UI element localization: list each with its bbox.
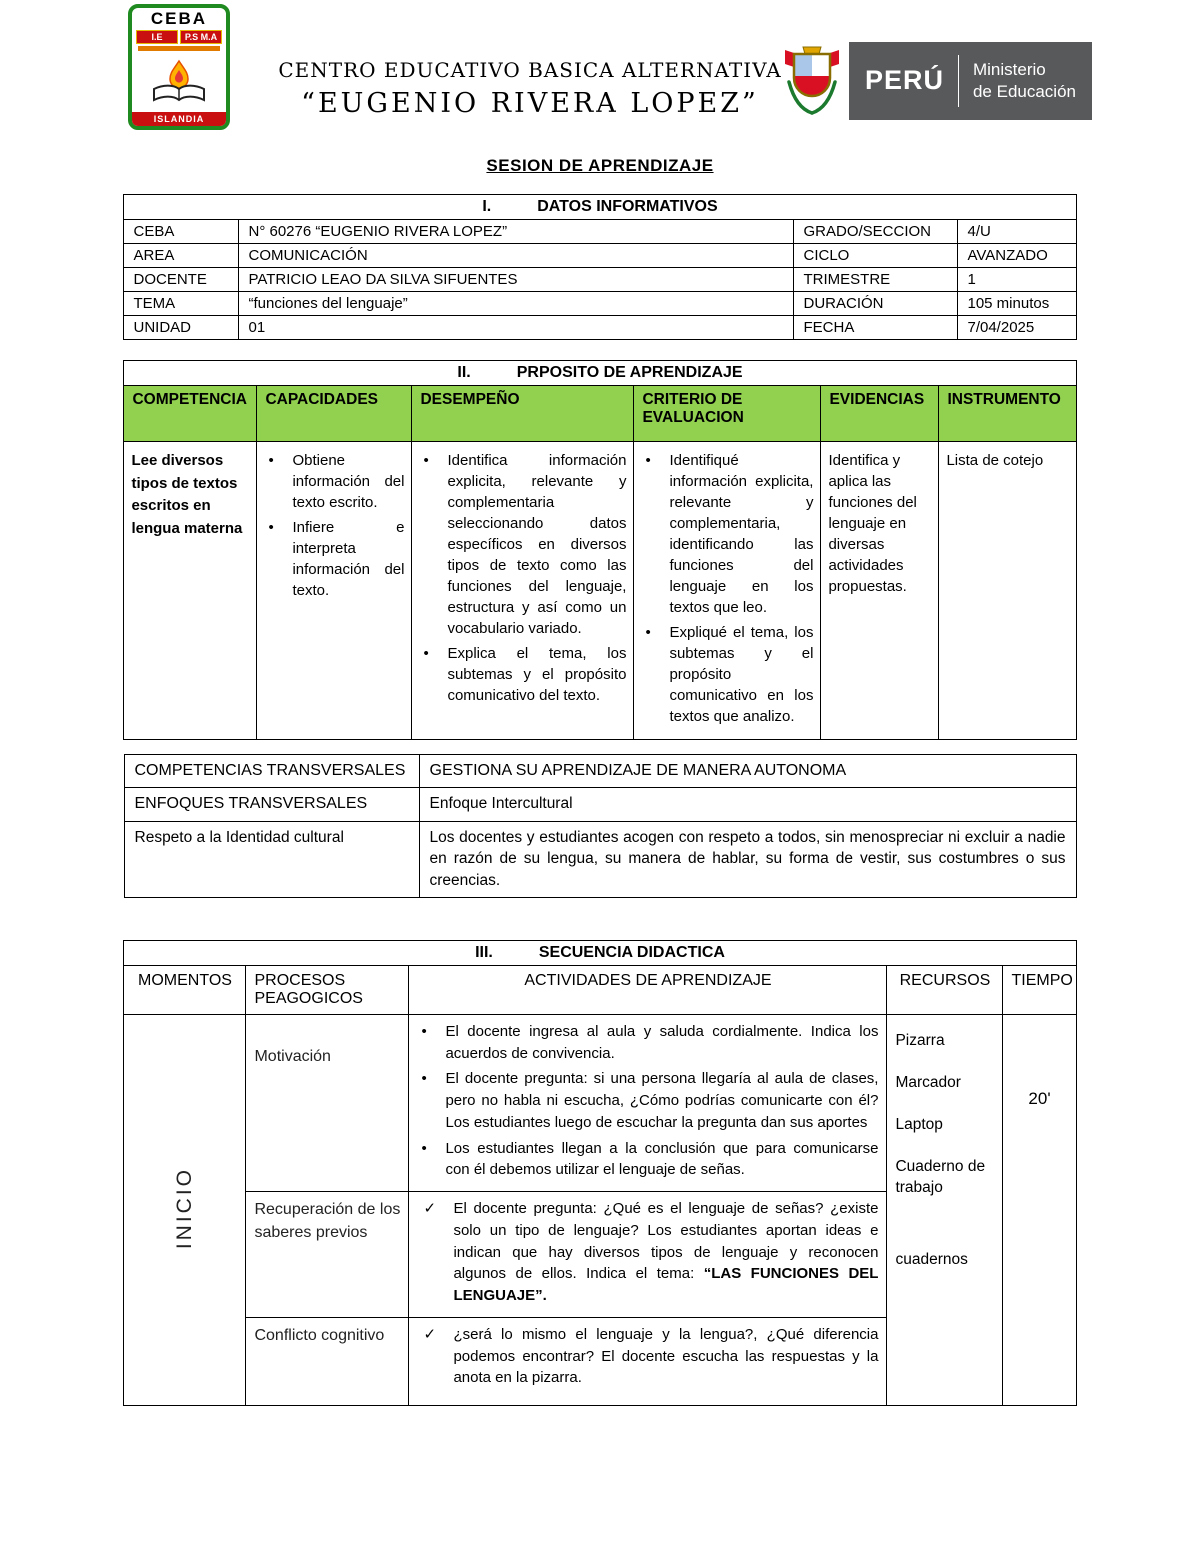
actividad-text: El docente ingresa al aula y saluda cordialmente. Indica los acuerdos de convivencia. <box>445 1022 879 1062</box>
column-header-recursos: RECURSOS <box>887 965 1003 1014</box>
section-title-proposito <box>124 361 1076 386</box>
proceso-motivacion-cell <box>246 1014 409 1191</box>
bullet-icon: • <box>423 452 429 469</box>
criterio-text: Expliqué el tema, los subtemas y el propósito comunicativo en los textos que analizo. <box>669 624 814 725</box>
recurso-item: Marcador <box>895 1073 961 1091</box>
actividades-saberes-cell <box>409 1192 887 1318</box>
institution-type-line: CENTRO EDUCATIVO BASICA ALTERNATIVA <box>278 58 782 82</box>
datos-value-unidad: 01 <box>239 316 794 340</box>
country-label: PERÚ <box>864 65 944 95</box>
institution-name: “EUGENIO RIVERA LOPEZ” <box>301 88 759 119</box>
desempeno-text: Explica el tema, los subtemas y el propósito comunicativo del texto. <box>447 645 627 704</box>
column-header-desempeno: DESEMPEÑO <box>412 386 634 442</box>
ceba-school-logo <box>128 4 230 130</box>
desempeno-item <box>419 643 626 706</box>
recurso-item: cuadernos <box>895 1251 968 1269</box>
document-header <box>0 0 1200 142</box>
actividad-item <box>417 1198 878 1307</box>
tiempo-value: 20' <box>1028 1088 1051 1108</box>
table-row <box>124 940 1076 965</box>
competencia-cell: Lee diversos tipos de textos escritos en lengua materna <box>124 442 257 740</box>
peru-coat-of-arms-icon <box>781 40 843 121</box>
capacidad-item <box>264 450 404 513</box>
capacidad-text: Infiere e interpreta información del texto. <box>292 519 405 599</box>
transversales-value-enfoques: Enfoque Intercultural <box>419 788 1076 821</box>
check-icon: ✓ <box>423 1200 437 1218</box>
proposito-aprendizaje-table <box>123 360 1076 740</box>
document-title: SESION DE APRENDIZAJE <box>486 156 714 175</box>
datos-label-docente: DOCENTE <box>124 268 239 292</box>
datos-label-area: AREA <box>124 244 239 268</box>
transversales-label-competencias: COMPETENCIAS TRANSVERSALES <box>124 755 419 788</box>
ministry-banner <box>781 40 1092 121</box>
datos-label-ciclo: CICLO <box>794 244 958 268</box>
section-numeral: I. <box>482 198 492 215</box>
datos-value-tema: “funciones del lenguaje” <box>239 292 794 316</box>
table-row <box>124 821 1076 897</box>
bullet-icon: • <box>645 624 651 641</box>
bullet-icon: • <box>421 1070 427 1088</box>
proceso-label: Motivación <box>254 1047 331 1065</box>
datos-value-ciclo: AVANZADO <box>958 244 1076 268</box>
recurso-item: Laptop <box>895 1115 943 1133</box>
datos-value-docente: PATRICIO LEAO DA SILVA SIFUENTES <box>239 268 794 292</box>
column-header-evidencias: EVIDENCIAS <box>821 386 939 442</box>
table-row <box>124 788 1076 821</box>
proceso-conflicto-cell <box>246 1317 409 1405</box>
transversales-label-respeto: Respeto a la Identidad cultural <box>124 821 419 897</box>
datos-value-duracion: 105 minutos <box>958 292 1076 316</box>
table-row <box>124 1014 1076 1191</box>
column-header-capacidades: CAPACIDADES <box>257 386 412 442</box>
ministry-line2: de Educación <box>972 81 1076 101</box>
logo-badges <box>132 29 226 44</box>
bullet-icon: • <box>421 1022 427 1040</box>
column-header-actividades: ACTIVIDADES DE APRENDIZAJE <box>409 965 887 1014</box>
table-header-row <box>124 386 1076 442</box>
transversales-label-enfoques: ENFOQUES TRANSVERSALES <box>124 788 419 821</box>
actividad-text: ¿será lo mismo el lenguaje y la lengua?, ¿Qué diferencia podemos encontrar? El docente escucha las respuestas y la anota en la pizarra. <box>453 1325 879 1387</box>
check-icon: ✓ <box>423 1325 437 1343</box>
flame-book-icon <box>132 51 226 112</box>
desempeno-cell <box>412 442 634 740</box>
datos-label-unidad: UNIDAD <box>124 316 239 340</box>
datos-value-trimestre: 1 <box>958 268 1076 292</box>
datos-label-fecha: FECHA <box>794 316 958 340</box>
momento-cell <box>124 1014 246 1405</box>
section-numeral: III. <box>475 943 493 961</box>
desempeno-item <box>419 450 626 639</box>
bullet-icon: • <box>645 452 651 469</box>
desempeno-text: Identifica información explicita, relevante y complementaria seleccionando datos específicos en diversos tipos de texto como las funciones del lenguaje, estructura y así como un vocabulario variado. <box>447 452 627 637</box>
bullet-icon: • <box>423 645 429 662</box>
actividad-text <box>453 1198 878 1307</box>
proceso-label: Recuperación de los saberes previos <box>254 1201 401 1242</box>
datos-label-duracion: DURACIÓN <box>794 292 958 316</box>
recurso-item: Cuaderno de trabajo <box>895 1157 986 1196</box>
actividad-text: Los estudiantes llegan a la conclusión que para comunicarse con él debemos utilizar el lenguaje de señas. <box>445 1139 879 1179</box>
section-name: PRPOSITO DE APRENDIZAJE <box>516 364 743 381</box>
column-header-procesos: PROCESOS PEAGOGICOS <box>246 965 409 1014</box>
proceso-saberes-cell <box>246 1192 409 1318</box>
column-header-competencia: COMPETENCIA <box>124 386 257 442</box>
datos-value-grado: 4/U <box>958 220 1076 244</box>
logo-badge-ie: I.E <box>136 30 178 44</box>
datos-informativos-table <box>123 194 1076 340</box>
criterio-text: Identifiqué información explicita, relevante y complementaria, identificando las funciones del lenguaje en los textos que leo. <box>669 452 814 616</box>
institution-titles <box>250 58 810 119</box>
transversales-value-respeto: Los docentes y estudiantes acogen con respeto a todos, sin menospreciar ni excluir a nadie en razón de su lengua, su manera de hablar, su forma de vestir, sus costumbres o sus creencias. <box>419 821 1076 897</box>
table-row <box>124 220 1076 244</box>
table-row <box>124 244 1076 268</box>
table-row <box>124 316 1076 340</box>
datos-label-tema: TEMA <box>124 292 239 316</box>
actividad-text: El docente pregunta: si una persona llegaría al aula de clases, pero no habla ni escucha, ¿Cómo podrías comunicarte con él? Los estudiantes luego de escuchar la pregunta dan sus aportes <box>445 1070 879 1131</box>
table-row <box>124 195 1076 220</box>
logo-badge-psma: P.S M.A <box>180 30 222 44</box>
criterio-item <box>641 450 813 618</box>
evidencias-cell: Identifica y aplica las funciones del lenguaje en diversas actividades propuestas. <box>821 442 939 740</box>
proceso-label: Conflicto cognitivo <box>254 1326 385 1344</box>
datos-value-area: COMUNICACIÓN <box>239 244 794 268</box>
actividades-conflicto-cell <box>409 1317 887 1405</box>
column-header-tiempo: TIEMPO <box>1003 965 1076 1014</box>
section-title-secuencia <box>124 940 1076 965</box>
secuencia-didactica-table <box>123 940 1076 1406</box>
criterio-item <box>641 622 813 727</box>
actividad-item <box>417 1021 878 1065</box>
actividad-text-normal: El docente pregunta: ¿Qué es el lenguaje de señas? ¿existe solo un tipo de lenguaje? Los estudiantes aportan ideas e indican que hay diversos tipos de lenguaje y reconocen algunos de ellos. Indica el tema: <box>453 1200 879 1283</box>
recursos-cell <box>887 1014 1003 1405</box>
capacidades-cell <box>257 442 412 740</box>
table-row <box>124 292 1076 316</box>
datos-value-fecha: 7/04/2025 <box>958 316 1076 340</box>
table-row <box>124 442 1076 740</box>
capacidad-item <box>264 517 404 601</box>
transversales-value-competencias: GESTIONA SU APRENDIZAJE DE MANERA AUTONOMA <box>419 755 1076 788</box>
actividad-item <box>417 1324 878 1389</box>
recurso-item: Pizarra <box>895 1031 945 1049</box>
instrumento-cell: Lista de cotejo <box>939 442 1076 740</box>
logo-ceba-label: CEBA <box>150 9 208 28</box>
capacidad-text: Obtiene información del texto escrito. <box>292 452 405 511</box>
actividad-item <box>417 1068 878 1133</box>
ministry-line1: Ministerio <box>972 60 1046 80</box>
column-header-momentos: MOMENTOS <box>124 965 246 1014</box>
bullet-icon: • <box>421 1139 427 1157</box>
actividad-text-bold: “LAS FUNCIONES DEL LENGUAJE”. <box>453 1265 879 1305</box>
actividad-item <box>417 1138 878 1182</box>
momento-inicio-label: INICIO <box>172 1166 196 1249</box>
actividades-motivacion-cell <box>409 1014 887 1191</box>
section-name: SECUENCIA DIDACTICA <box>538 943 725 961</box>
logo-islandia-label: ISLANDIA <box>132 112 226 126</box>
table-row <box>124 268 1076 292</box>
datos-label-grado: GRADO/SECCION <box>794 220 958 244</box>
criterio-cell <box>634 442 821 740</box>
bullet-icon: • <box>268 519 274 536</box>
ministry-label <box>959 59 1076 102</box>
table-row <box>124 361 1076 386</box>
datos-value-ceba: N° 60276 “EUGENIO RIVERA LOPEZ” <box>239 220 794 244</box>
table-header-row <box>124 965 1076 1014</box>
transversales-table <box>124 754 1077 898</box>
column-header-criterio: CRITERIO DE EVALUACION <box>634 386 821 442</box>
section-title-datos <box>124 195 1076 220</box>
ministry-of-education-box <box>849 42 1092 120</box>
bullet-icon: • <box>268 452 274 469</box>
tiempo-cell <box>1003 1014 1076 1405</box>
table-row <box>124 755 1076 788</box>
section-name: DATOS INFORMATIVOS <box>537 198 718 215</box>
datos-label-ceba: CEBA <box>124 220 239 244</box>
section-numeral: II. <box>457 364 471 381</box>
datos-label-trimestre: TRIMESTRE <box>794 268 958 292</box>
column-header-instrumento: INSTRUMENTO <box>939 386 1076 442</box>
